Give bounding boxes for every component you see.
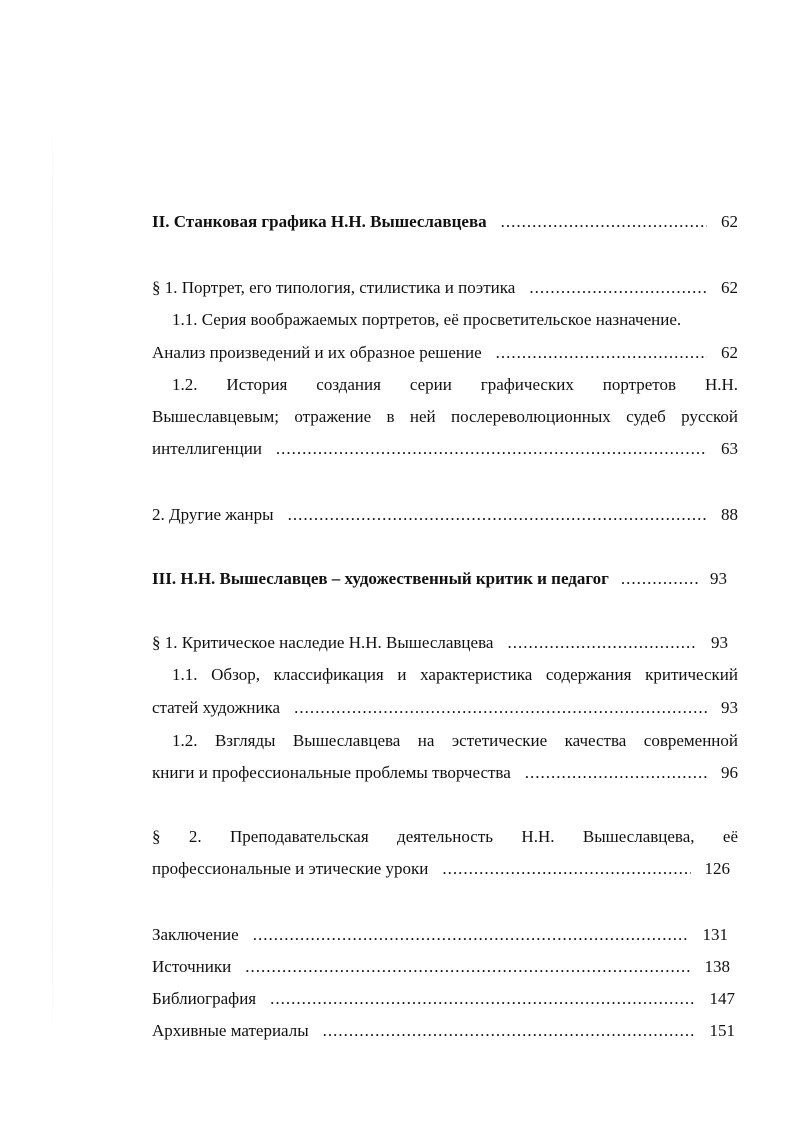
toc-sources: [152, 957, 730, 977]
toc-archives-title: Архивные материалы: [152, 1021, 309, 1040]
toc-c3-section-2-line1: § 2. Преподавательская деятельность Н.Н. Вышеславцева, её: [152, 827, 738, 846]
toc-c3-section-2-line2: профессиональные и этические уроки: [152, 859, 429, 878]
toc-section-2-page: 88: [721, 505, 738, 524]
toc-leader-dots: [323, 1021, 696, 1041]
toc-c3-subsection-1-1-line1: 1.1. Обзор, классификация и характеристика содержания критический: [172, 665, 738, 684]
toc-chapter-2-title: II. Станковая графика Н.Н. Вышеславцева: [152, 212, 487, 231]
toc-leader-dots: [276, 439, 707, 459]
toc-c3-section-1-page: 93: [711, 633, 728, 652]
toc-section-1: [152, 278, 738, 298]
toc-c3-subsection-1-2-line1: 1.2. Взгляды Вышеславцева на эстетические качества современной: [172, 731, 738, 750]
toc-subsection-1-2-line3: интеллигенции: [152, 439, 262, 458]
toc-subsection-1-2-line1: 1.2. История создания серии графических портретов Н.Н.: [172, 375, 738, 394]
toc-leader-dots: [501, 212, 707, 232]
toc-conclusion: [152, 925, 728, 945]
toc-leader-dots: [253, 925, 689, 945]
toc-chapter-2: [152, 212, 738, 232]
toc-subsection-1-1-line2: Анализ произведений и их образное решение: [152, 343, 482, 362]
toc-c3-section-2: [152, 859, 730, 879]
toc-bibliography-title: Библиография: [152, 989, 257, 1008]
toc-c3-section-1: [152, 633, 728, 653]
toc-conclusion-page: 131: [702, 925, 728, 944]
toc-leader-dots: [621, 569, 698, 589]
toc-c3-subsection-1-2-line2: книги и профессиональные проблемы творчества: [152, 763, 511, 782]
toc-c3-subsection-1-2: [152, 763, 738, 783]
scan-edge-shadow: [52, 80, 53, 1080]
toc-c3-section-2-page: 126: [704, 859, 730, 878]
toc-subsection-1-2: [152, 439, 738, 459]
toc-subsection-1-2-page: 63: [721, 439, 738, 458]
toc-chapter-3-page: 93: [710, 569, 727, 588]
toc-sources-title: Источники: [152, 957, 232, 976]
toc-c3-subsection-1-2-page: 96: [721, 763, 738, 782]
toc-leader-dots: [442, 859, 690, 879]
toc-sources-page: 138: [704, 957, 730, 976]
toc-c3-subsection-1-1: [152, 698, 738, 718]
toc-chapter-3: [152, 569, 727, 589]
toc-leader-dots: [496, 343, 707, 363]
toc-leader-dots: [507, 633, 697, 653]
toc-c3-section-1-title: § 1. Критическое наследие Н.Н. Вышеславцева: [152, 633, 494, 652]
toc-archives: [152, 1021, 735, 1041]
toc-subsection-1-1: [152, 343, 738, 363]
toc-c3-subsection-1-1-page: 93: [721, 698, 738, 717]
toc-conclusion-title: Заключение: [152, 925, 239, 944]
toc-chapter-2-page: 62: [721, 212, 738, 231]
toc-bibliography-page: 147: [709, 989, 735, 1008]
toc-leader-dots: [270, 989, 695, 1009]
toc-leader-dots: [294, 698, 707, 718]
toc-c3-subsection-1-1-line2: статей художника: [152, 698, 281, 717]
toc-subsection-1-1-page: 62: [721, 343, 738, 362]
toc-subsection-1-2-line2: Вышеславцевым; отражение в ней послереволюционных судеб русской: [152, 407, 738, 426]
toc-leader-dots: [245, 957, 690, 977]
toc-section-2: [152, 505, 738, 525]
toc-leader-dots: [529, 278, 707, 298]
toc-archives-page: 151: [709, 1021, 735, 1040]
toc-bibliography: [152, 989, 735, 1009]
toc-subsection-1-1-line1: 1.1. Серия воображаемых портретов, её просветительское назначение.: [172, 310, 682, 329]
toc-chapter-3-title: III. Н.Н. Вышеславцев – художественный критик и педагог: [152, 569, 609, 588]
toc-leader-dots: [525, 763, 707, 783]
toc-section-1-page: 62: [721, 278, 738, 297]
toc-section-2-title: 2. Другие жанры: [152, 505, 274, 524]
toc-section-1-title: § 1. Портрет, его типология, стилистика и поэтика: [152, 278, 516, 297]
toc-leader-dots: [288, 505, 707, 525]
